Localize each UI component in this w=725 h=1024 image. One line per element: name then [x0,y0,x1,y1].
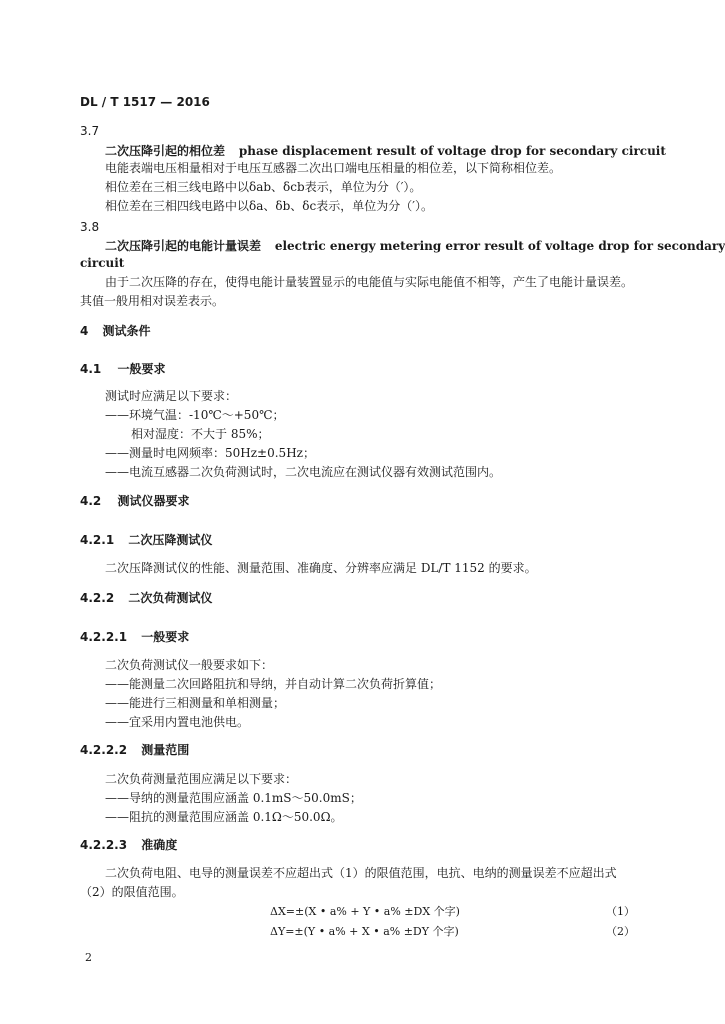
section-4-2-2-2-line-3: ——阻抗的测量范围应涵盖 0.1Ω～50.0Ω。 [105,810,343,824]
section-4-2-2-1-line-3: ——能进行三相测量和单相测量； [105,696,286,710]
section-3-7-title-en: phase displacement result of voltage drop for secondary circuit [238,144,666,158]
section-4-2-1-heading [80,533,212,547]
section-4-1-line-3: 相对湿度：不大于 85%； [131,427,270,441]
formula-1: ΔX=±(X • a% + Y • a% ±DX 个字) [270,905,460,918]
section-3-7-line-1: 电能表端电压相量相对于电压互感器二次出口端电压相量的相位差，以下简称相位差。 [105,161,562,175]
section-4-title: 测试条件 [102,324,151,338]
section-4-2-2-2-line-1: 二次负荷测量范围应满足以下要求： [105,772,298,786]
section-4-2-2-3-title: 准确度 [141,838,178,852]
section-3-8-heading [105,239,725,253]
section-3-7-line-2: 相位差在三相三线电路中以δab、δcb表示，单位为分（′）。 [105,180,422,194]
section-4-heading [80,324,151,338]
section-3-7-line-3: 相位差在三相四线电路中以δa、δb、δc表示，单位为分（′）。 [105,199,433,213]
section-4-2-2-1-line-4: ——宜采用内置电池供电。 [105,715,250,729]
section-4-2-2-3-heading [80,838,177,852]
section-4-2-2-2-line-2: ——导纳的测量范围应涵盖 0.1mS～50.0mS； [105,791,362,805]
section-4-2-2-1-line-2: ——能测量二次回路阻抗和导纳，并自动计算二次负荷折算值； [105,677,442,691]
section-4-2-2-1-line-1: 二次负荷测试仪一般要求如下： [105,658,274,672]
section-3-8-number: 3.8 [80,220,100,234]
section-3-7-title-cn: 二次压降引起的相位差 [105,144,226,158]
formula-2: ΔY=±(Y • a% + X • a% ±DY 个字) [270,925,459,938]
section-4-1-line-2: ——环境气温：-10℃～+50℃； [105,408,285,422]
section-4-1-number: 4.1 [80,362,102,376]
section-4-2-2-title: 二次负荷测试仪 [128,591,213,605]
section-4-1-heading [80,362,165,376]
section-4-2-2-3-number: 4.2.2.3 [80,838,128,852]
section-4-2-2-1-number: 4.2.2.1 [80,630,128,644]
section-4-1-line-1: 测试时应满足以下要求： [105,389,238,403]
section-4-2-1-line-1: 二次压降测试仪的性能、测量范围、准确度、分辨率应满足 DL/T 1152 的要求。 [105,561,537,575]
section-4-2-2-2-title: 测量范围 [141,743,190,757]
section-3-8-title-cn: 二次压降引起的电能计量误差 [105,239,262,253]
section-4-2-title: 测试仪器要求 [117,494,190,508]
section-4-2-heading [80,494,189,508]
section-4-1-line-5: ——电流互感器二次负荷测试时，二次电流应在测试仪器有效测试范围内。 [105,465,502,479]
section-4-1-title: 一般要求 [117,362,166,376]
section-4-2-2-3-line-1: 二次负荷电阻、电导的测量误差不应超出式（1）的限值范围，电抗、电纳的测量误差不应超出式 [105,866,617,880]
section-3-8-title-en-2: circuit [80,256,125,270]
section-3-8-title-en-1: electric energy metering error result of voltage drop for secondary [274,239,725,253]
section-4-2-2-number: 4.2.2 [80,591,115,605]
document-id: DL / T 1517 — 2016 [80,95,210,109]
section-3-7-heading [105,144,666,158]
section-4-2-number: 4.2 [80,494,102,508]
section-4-2-2-2-heading [80,743,189,757]
formula-1-label: （1） [606,905,635,918]
section-4-2-2-1-heading [80,630,189,644]
section-3-7-number: 3.7 [80,124,100,138]
section-4-number: 4 [80,324,89,338]
section-4-2-1-title: 二次压降测试仪 [128,533,213,547]
formula-2-label: （2） [606,925,635,938]
page-number: 2 [85,951,92,964]
section-4-2-2-3-line-2: （2）的限值范围。 [80,885,184,899]
section-4-2-2-1-title: 一般要求 [141,630,190,644]
section-3-8-line-2: 其值一般用相对误差表示。 [80,294,225,308]
section-4-2-2-heading [80,591,212,605]
section-4-1-line-4: ——测量时电网频率：50Hz±0.5Hz； [105,446,315,460]
section-3-8-line-1: 由于二次压降的存在，使得电能计量装置显示的电能值与实际电能值不相等，产生了电能计量误差。 [105,275,634,289]
section-4-2-1-number: 4.2.1 [80,533,115,547]
section-4-2-2-2-number: 4.2.2.2 [80,743,128,757]
